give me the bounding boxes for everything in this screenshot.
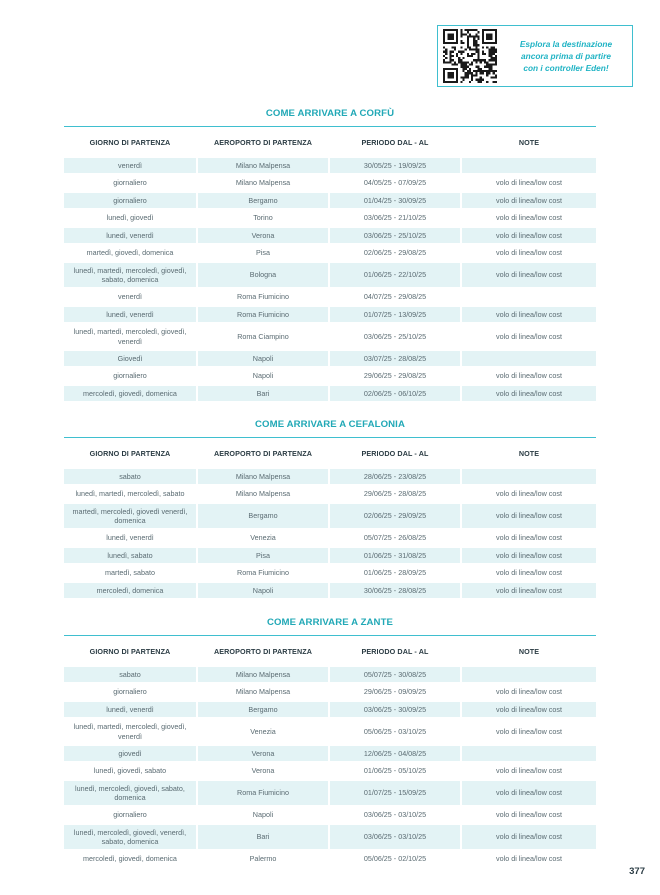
note-cell: volo di linea/low cost xyxy=(496,568,562,578)
period-cell: 02/06/25 - 29/08/25 xyxy=(363,248,427,258)
table-row xyxy=(64,504,596,528)
departure-day-cell: lunedì, martedì, mercoledì, giovedì, venerdì xyxy=(73,722,187,741)
departure-airport-cell: Venezia xyxy=(250,726,276,736)
column-header: NOTE xyxy=(518,449,540,458)
table-row xyxy=(64,548,596,563)
period-cell: 02/06/25 - 06/10/25 xyxy=(330,386,460,401)
period-cell: 03/06/25 - 30/09/25 xyxy=(330,702,460,717)
table-header xyxy=(64,138,596,152)
period-cell: 03/07/25 - 28/08/25 xyxy=(330,351,460,366)
departure-airport-cell: Pisa xyxy=(198,548,328,563)
column-header: AEROPORTO DI PARTENZA xyxy=(213,449,313,458)
departure-day-cell: giornaliero xyxy=(113,810,147,820)
departure-day-cell: martedì, mercoledì, giovedì venerdì, domenica xyxy=(64,504,196,528)
period-cell: 05/07/25 - 30/08/25 xyxy=(330,667,460,682)
period-cell: 01/06/25 - 05/10/25 xyxy=(363,766,427,776)
note-cell: volo di linea/low cost xyxy=(496,854,562,864)
table-row xyxy=(64,386,596,401)
departure-airport-cell: Bergamo xyxy=(198,504,328,528)
departure-airport-cell: Verona xyxy=(251,766,275,776)
table-row xyxy=(64,469,596,484)
note-cell: volo di linea/low cost xyxy=(462,386,596,401)
departure-day-cell: giornaliero xyxy=(113,371,147,381)
table-header xyxy=(64,449,596,463)
column-header: GIORNO DI PARTENZA xyxy=(89,138,171,147)
departure-airport-cell: Verona xyxy=(198,228,328,243)
departure-day-cell: mercoledì, domenica xyxy=(64,583,196,598)
departure-airport-cell: Roma Ciampino xyxy=(237,331,289,341)
column-header: NOTE xyxy=(518,647,540,656)
note-cell xyxy=(462,158,596,173)
period-cell: 29/06/25 - 09/09/25 xyxy=(363,687,427,697)
table-row xyxy=(64,176,596,191)
period-cell: 12/06/25 - 04/08/25 xyxy=(330,746,460,761)
departure-day-cell: Giovedì xyxy=(64,351,196,366)
table-header xyxy=(64,647,596,661)
note-cell: volo di linea/low cost xyxy=(496,810,562,820)
period-cell: 04/05/25 - 07/09/25 xyxy=(363,178,427,188)
departure-day-cell: sabato xyxy=(64,667,196,682)
note-cell: volo di linea/low cost xyxy=(462,504,596,528)
period-cell: 01/06/25 - 22/10/25 xyxy=(330,263,460,287)
promo-line-2: ancora prima di partire xyxy=(521,51,611,61)
period-cell: 03/06/25 - 03/10/25 xyxy=(330,825,460,849)
departure-day-cell: martedì, giovedì, domenica xyxy=(86,248,174,258)
departure-airport-cell: Milano Malpensa xyxy=(235,178,291,188)
departure-day-cell: lunedì, sabato xyxy=(64,548,196,563)
departure-day-cell: mercoledì, giovedì, domenica xyxy=(83,854,177,864)
departure-airport-cell: Milano Malpensa xyxy=(235,687,291,697)
table-row xyxy=(64,290,596,305)
note-cell xyxy=(462,351,596,366)
note-cell: volo di linea/low cost xyxy=(462,702,596,717)
qr-promo-text xyxy=(502,38,630,74)
note-cell: volo di linea/low cost xyxy=(462,781,596,805)
period-cell: 01/06/25 - 28/09/25 xyxy=(363,568,427,578)
table-row xyxy=(64,746,596,761)
table-row xyxy=(64,307,596,322)
column-header: NOTE xyxy=(518,138,540,147)
period-cell: 01/07/25 - 15/09/25 xyxy=(330,781,460,805)
table-row xyxy=(64,211,596,226)
table-row xyxy=(64,193,596,208)
table-row xyxy=(64,369,596,384)
table-row xyxy=(64,825,596,849)
note-cell: volo di linea/low cost xyxy=(496,533,562,543)
column-header: AEROPORTO DI PARTENZA xyxy=(213,138,313,147)
period-cell: 29/06/25 - 29/08/25 xyxy=(363,371,427,381)
departure-airport-cell: Napoli xyxy=(198,351,328,366)
departure-day-cell: lunedì, venerdì xyxy=(64,702,196,717)
note-cell xyxy=(462,290,596,305)
note-cell: volo di linea/low cost xyxy=(462,263,596,287)
departure-airport-cell: Bari xyxy=(198,386,328,401)
column-header: PERIODO DAL - AL xyxy=(361,138,429,147)
table-row xyxy=(64,487,596,502)
departure-airport-cell: Roma Fiumicino xyxy=(237,568,289,578)
departure-airport-cell: Napoli xyxy=(198,583,328,598)
departure-airport-cell: Milano Malpensa xyxy=(198,469,328,484)
period-cell: 03/06/25 - 03/10/25 xyxy=(363,810,427,820)
departure-day-cell: lunedì, martedì, mercoledì, giovedì, sabato, domenica xyxy=(64,263,196,287)
note-cell: volo di linea/low cost xyxy=(462,307,596,322)
qr-code-icon[interactable] xyxy=(443,29,497,83)
period-cell: 28/06/25 - 23/08/25 xyxy=(330,469,460,484)
departure-day-cell: lunedì, venerdì xyxy=(106,533,154,543)
departure-airport-cell: Milano Malpensa xyxy=(198,667,328,682)
note-cell xyxy=(462,746,596,761)
period-cell: 03/06/25 - 21/10/25 xyxy=(363,213,427,223)
departure-day-cell: giornaliero xyxy=(113,178,147,188)
column-header: GIORNO DI PARTENZA xyxy=(89,449,171,458)
period-cell: 05/06/25 - 02/10/25 xyxy=(363,854,427,864)
table-row xyxy=(64,808,596,823)
period-cell: 30/06/25 - 28/08/25 xyxy=(330,583,460,598)
table-row xyxy=(64,263,596,287)
departure-airport-cell: Pisa xyxy=(256,248,270,258)
qr-promo-box[interactable] xyxy=(437,25,633,87)
note-cell: volo di linea/low cost xyxy=(496,331,562,341)
departure-airport-cell: Napoli xyxy=(252,371,274,381)
column-header: PERIODO DAL - AL xyxy=(361,449,429,458)
departure-airport-cell: Venezia xyxy=(250,533,276,543)
departure-airport-cell: Bergamo xyxy=(198,193,328,208)
note-cell: volo di linea/low cost xyxy=(462,548,596,563)
table-row xyxy=(64,764,596,779)
table-row xyxy=(64,246,596,261)
departure-airport-cell: Bari xyxy=(198,825,328,849)
table-row xyxy=(64,351,596,366)
section-title: COME ARRIVARE A CEFALONIA xyxy=(255,419,405,430)
column-header: GIORNO DI PARTENZA xyxy=(89,647,171,656)
period-cell: 05/07/25 - 26/08/25 xyxy=(363,533,427,543)
table-row xyxy=(64,852,596,867)
table-row xyxy=(64,781,596,805)
departure-airport-cell: Roma Fiumicino xyxy=(198,781,328,805)
period-cell: 05/06/25 - 03/10/25 xyxy=(363,726,427,736)
departure-day-cell: mercoledì, giovedì, domenica xyxy=(64,386,196,401)
departure-day-cell: giovedì xyxy=(64,746,196,761)
note-cell xyxy=(462,469,596,484)
column-header: PERIODO DAL - AL xyxy=(361,647,429,656)
promo-line-1: Esplora la destinazione xyxy=(519,39,613,49)
departure-airport-cell: Torino xyxy=(253,213,273,223)
note-cell: volo di linea/low cost xyxy=(496,766,562,776)
period-cell: 02/06/25 - 29/09/25 xyxy=(330,504,460,528)
note-cell: volo di linea/low cost xyxy=(496,371,562,381)
departure-day-cell: martedì, sabato xyxy=(105,568,155,578)
departure-day-cell: sabato xyxy=(64,469,196,484)
note-cell: volo di linea/low cost xyxy=(496,248,562,258)
note-cell xyxy=(462,667,596,682)
departure-airport-cell: Bologna xyxy=(198,263,328,287)
note-cell: volo di linea/low cost xyxy=(462,583,596,598)
departure-day-cell: lunedì, martedì, mercoledì, giovedì, venerdì xyxy=(73,327,187,346)
period-cell: 01/06/25 - 31/08/25 xyxy=(330,548,460,563)
period-cell: 30/05/25 - 19/09/25 xyxy=(330,158,460,173)
table-row xyxy=(64,702,596,717)
table-row xyxy=(64,531,596,546)
departure-airport-cell: Roma Fiumicino xyxy=(237,292,289,302)
departure-airport-cell: Milano Malpensa xyxy=(235,489,291,499)
section-title: COME ARRIVARE A ZANTE xyxy=(266,617,394,628)
section-title: COME ARRIVARE A CORFÙ xyxy=(265,108,395,119)
note-cell: volo di linea/low cost xyxy=(496,726,562,736)
table-row xyxy=(64,228,596,243)
departure-day-cell: lunedì, martedì, mercoledì, sabato xyxy=(75,489,185,499)
note-cell: volo di linea/low cost xyxy=(462,825,596,849)
departure-airport-cell: Milano Malpensa xyxy=(198,158,328,173)
departure-airport-cell: Roma Fiumicino xyxy=(198,307,328,322)
period-cell: 29/06/25 - 28/08/25 xyxy=(363,489,427,499)
departure-day-cell: lunedì, giovedì, sabato xyxy=(93,766,167,776)
table-row xyxy=(64,325,596,349)
period-cell: 01/07/25 - 13/09/25 xyxy=(330,307,460,322)
departure-day-cell: giornaliero xyxy=(113,687,147,697)
note-cell: volo di linea/low cost xyxy=(462,193,596,208)
section-divider xyxy=(64,126,596,127)
period-cell: 01/04/25 - 30/09/25 xyxy=(330,193,460,208)
table-row xyxy=(64,583,596,598)
departure-day-cell: lunedì, giovedì xyxy=(106,213,154,223)
note-cell: volo di linea/low cost xyxy=(496,687,562,697)
note-cell: volo di linea/low cost xyxy=(462,228,596,243)
departure-airport-cell: Bergamo xyxy=(198,702,328,717)
departure-day-cell: lunedì, mercoledì, giovedì, venerdì, sabato, domenica xyxy=(64,825,196,849)
table-row xyxy=(64,667,596,682)
departure-day-cell: lunedì, venerdì xyxy=(64,228,196,243)
departure-day-cell: lunedì, venerdì xyxy=(64,307,196,322)
departure-day-cell: giornaliero xyxy=(64,193,196,208)
column-header: AEROPORTO DI PARTENZA xyxy=(213,647,313,656)
page-number: 377 xyxy=(629,866,645,877)
note-cell: volo di linea/low cost xyxy=(496,489,562,499)
period-cell: 03/06/25 - 25/10/25 xyxy=(330,228,460,243)
table-row xyxy=(64,720,596,744)
table-row xyxy=(64,685,596,700)
period-cell: 04/07/25 - 29/08/25 xyxy=(363,292,427,302)
departure-day-cell: venerdì xyxy=(64,158,196,173)
section-divider xyxy=(64,635,596,636)
promo-line-3: con i controller Eden! xyxy=(523,63,609,73)
departure-airport-cell: Palermo xyxy=(249,854,277,864)
period-cell: 03/06/25 - 25/10/25 xyxy=(363,331,427,341)
departure-day-cell: lunedì, mercoledì, giovedì, sabato, domenica xyxy=(64,781,196,805)
table-row xyxy=(64,566,596,581)
departure-airport-cell: Verona xyxy=(198,746,328,761)
note-cell: volo di linea/low cost xyxy=(496,178,562,188)
note-cell: volo di linea/low cost xyxy=(496,213,562,223)
departure-airport-cell: Napoli xyxy=(252,810,274,820)
section-divider xyxy=(64,437,596,438)
table-row xyxy=(64,158,596,173)
departure-day-cell: venerdì xyxy=(118,292,142,302)
